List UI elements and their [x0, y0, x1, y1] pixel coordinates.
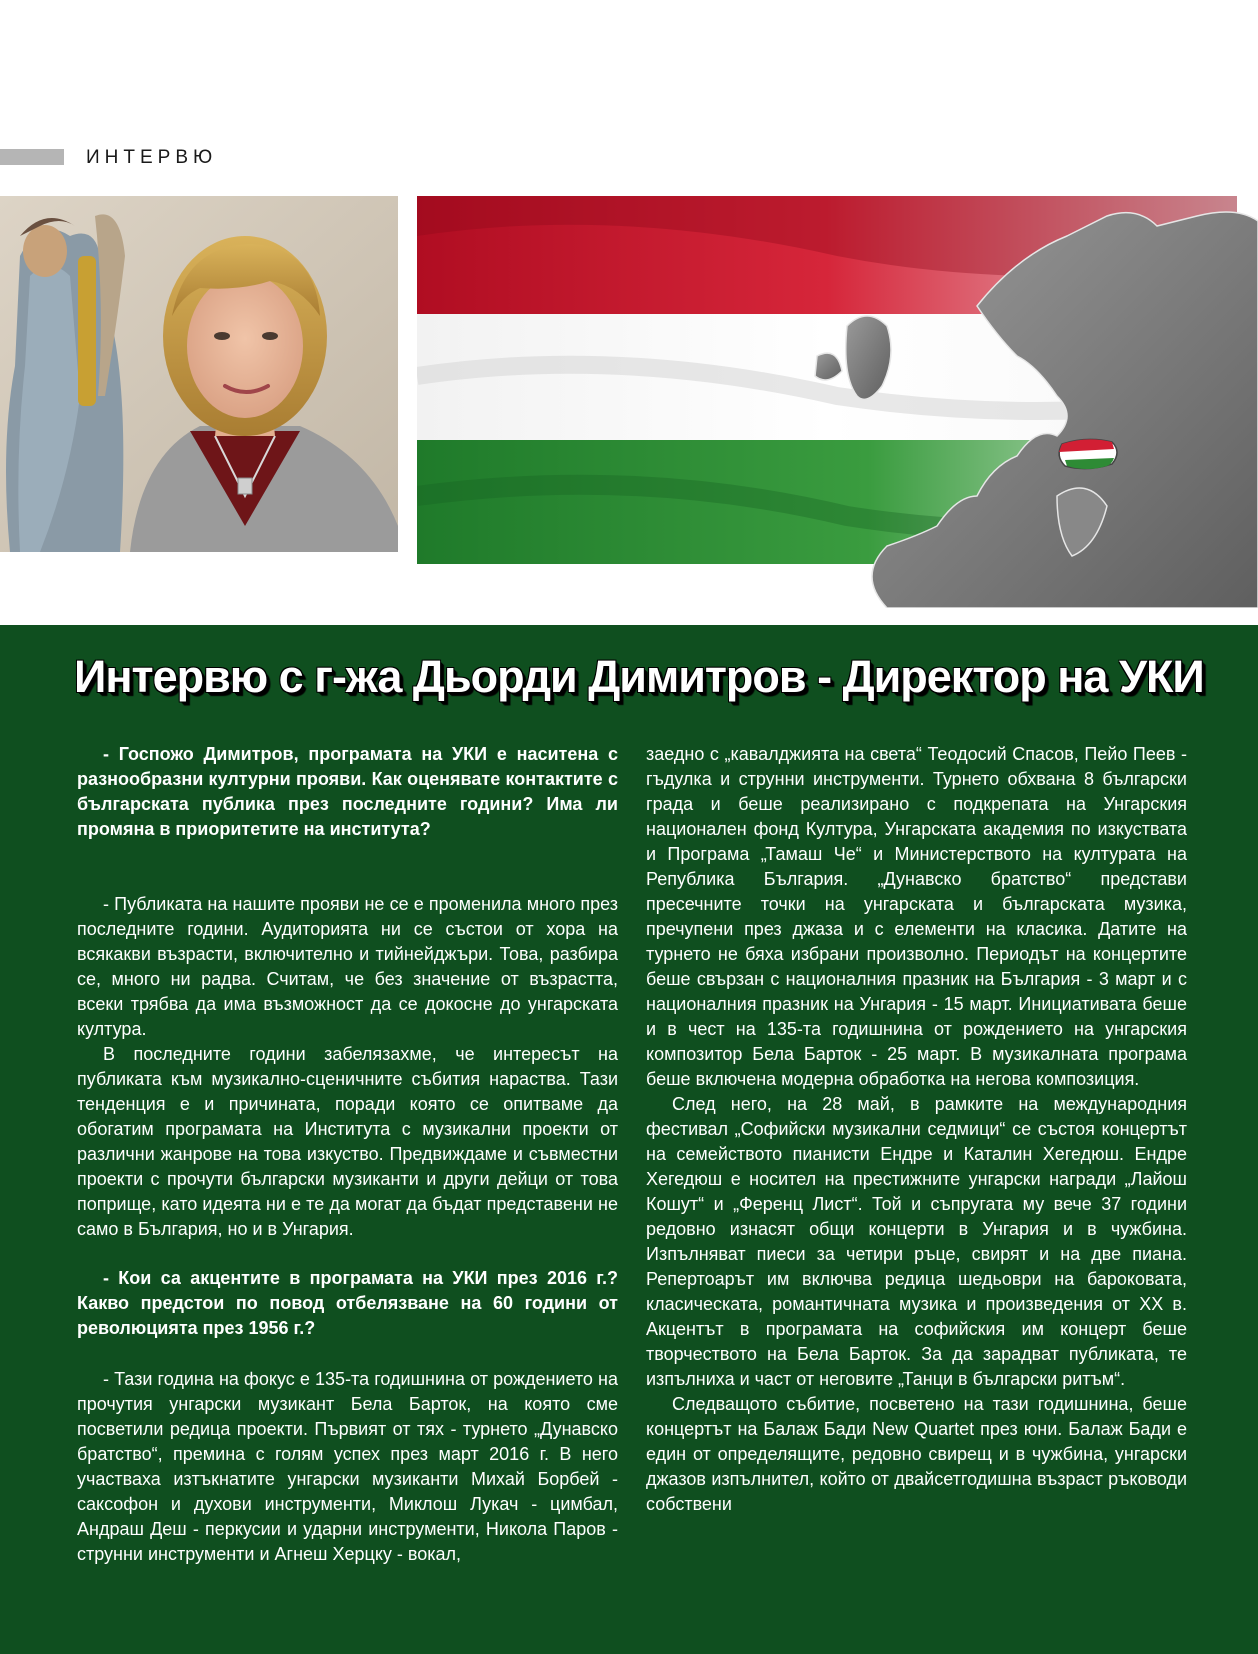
answer-1-paragraph-2: В последните години забелязахме, че интересът на публиката към музикално-сценичните събития нараства. Тази тенденция е и причината, поради която се опитваме да обогатим програмата на Института с музикални проекти от различни жанрове на това изкуство. Предвиждаме и съвместни проекти с прочути български музиканти и други дейци от това поприще, като идеята ни е те да могат да бъдат представени не само в България, но и в Унгария.: [77, 1044, 618, 1239]
question-1: - Госпожо Димитров, програмата на УКИ е наситена с разнообразни културни прояви. Как оценявате контактите с българската публика през последните години? Има ли промяна в приоритетите на института?: [77, 744, 618, 839]
portrait-illustration: [0, 196, 398, 552]
question-2: - Кои са акцентите в програмата на УКИ през 2016 г.? Какво предстои по повод отбелязване на 60 години от революцията през 1956 г.?: [77, 1268, 618, 1338]
article-column-right: [646, 742, 1187, 1517]
hungarian-flag-europe-map-image: [417, 196, 1258, 608]
answer-2-paragraph-1: - Тази година на фокус е 135-та годишнина от рождението на прочутия унгарски музикант Бела Барток, на която сме посветили редица проекти. Първият от тях - турнето „Дунавско братство“, премина с голям успех през март 2016 г. В него участваха изтъкнатите унгарски музиканти Михай Борбей - саксофон и духови инструменти, Миклош Лукач - цимбал, Андраш Деш - перкусии и ударни инструменти, Никола Паров - струнни инструменти и Агнеш Херцку - вокал,: [77, 1369, 618, 1564]
right-paragraph-3: Следващото събитие, посветено на тази годишнина, беше концертът на Балаж Бади New Quartet през юни. Балаж Бади е един от определящите, редовно свирещ и в чужбина, унгарски джазов изпълнител, който от двайсетгодишна възраст ръководи собствени: [646, 1394, 1187, 1514]
flag-map-illustration: [417, 196, 1258, 608]
section-label: ИНТЕРВЮ: [86, 147, 218, 168]
article-headline: Интервю с г-жа Дьорди Димитров - Директор на УКИ: [74, 651, 1204, 702]
article-column-left: [77, 742, 618, 1567]
right-paragraph-2: След него, на 28 май, в рамките на международния фестивал „Софийски музикални седмици“ се състоя концертът на семейството пианисти Ендре и Каталин Хегедюш. Ендре Хегедюш е носител на престижните унгарски награди „Лайош Кошут“ и „Ференц Лист“. Той и съпругата му вече 37 години редовно изнасят общи концерти в Унгария и в чужбина. Изпълняват пиеси за четири ръце, свирят и на две пиана. Репертоарът им включва редица шедьоври на бароковата, класическата, романтичната музика и произведения от XX в. Акцентът в програмата на софийския им концерт беше творчеството на Бела Барток. За да зарадват публиката, те изпълниха и част от неговите „Танци в български ритъм“.: [646, 1094, 1187, 1389]
section-marker-bar: [0, 149, 64, 165]
answer-1-paragraph-1: - Публиката на нашите прояви не се е променила много през последните години. Аудиторията ни се състои от хора на всякакви възрасти, включително и тийнейджъри. Това, разбира се, много ни радва. Считам, че без значение от възрастта, всеки трябва да има възможност да се докосне до унгарската култура.: [77, 894, 618, 1039]
portrait-photo: [0, 196, 398, 552]
right-paragraph-1: заедно с „кавалджията на света“ Теодосий Спасов, Пейо Пеев - гъдулка и струнни инструменти. Турнето обхвана 8 български града и беше реализирано с подкрепата на Унгарския национален фонд Култура, Унгарската академия по изкуствата и Програма „Тамаш Че“ и Министерството на културата на Република България. „Дунавско братство“ представи пресечните точки на унгарската и българската музика, пречупени през джаза и с елементи на класика. Датите на турнето не бяха избрани произволно. Периодът на концертите беше свързан с националния празник на България - 3 март и с националния празник на Унгария - 15 март. Инициативата беше и в чест на 135-та годишнина от рождението на унгарския композитор Бела Барток - 25 март. В музикалната програма беше включена модерна обработка на негова композиция.: [646, 744, 1187, 1089]
